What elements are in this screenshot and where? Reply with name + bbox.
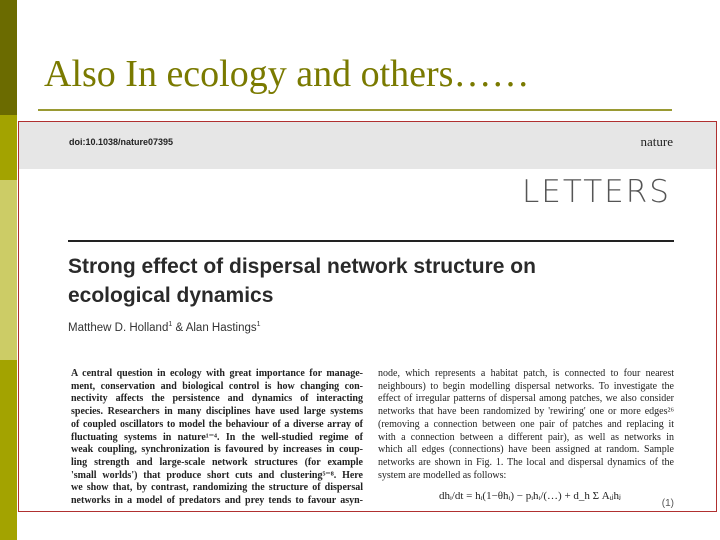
abstract-line: species. Researchers in many disciplines have used large systems [71,406,363,418]
author-1-affiliation: 1 [168,321,173,328]
body-column [378,368,674,482]
abstract-line: fluctuating systems in nature¹⁻⁴. In the well-studied regime of [71,431,363,443]
author-2: Alan Hastings [185,321,257,334]
abstract-line: ment, conservation and biological control is how changing con- [71,380,363,392]
author-separator: & [172,321,186,334]
accent-bar-bottom [0,360,17,540]
abstract-line: weak coupling, synchronization is favoured by increases in coup- [71,444,363,456]
abstract-line: nectivity affects the persistence and dynamics of interacting [71,393,363,405]
slide-title: Also In ecology and others…… [44,53,530,95]
abstract-line: of coupled oscillators to model the behaviour of a diverse array of [71,418,363,430]
accent-bar-2 [0,115,17,180]
section-heading: LETTERS [522,174,671,210]
body-line: which all edges (connections) have been assigned at random. Sample [378,444,674,456]
paper-title [68,252,668,310]
abstract-line: we show that, by contrast, randomizing the structure of dispersal [71,482,363,494]
body-line: neighbours) to begin modelling dispersal networks. To investigate the [378,380,674,392]
body-line: effect of irregular patterns of dispersal among patches, we also consider [378,393,674,405]
accent-bar-3 [0,180,17,360]
paper-divider [68,240,674,242]
title-underline [38,109,672,111]
accent-bar-top [0,0,17,115]
paper-image [18,121,717,512]
abstract-line: networks in a model of predators and prey tends to favour asyn- [71,495,363,507]
paper-title-line-1: Strong effect of dispersal network structure on [68,255,536,278]
abstract-line: ling strength and large-scale network structures (for example [71,456,363,468]
author-2-affiliation: 1 [256,321,261,328]
body-line: with a connection between a different pair), as well as networks in [378,431,674,443]
paper-title-line-2: ecological dynamics [68,284,274,307]
abstract-line: 'small worlds') that produce short cuts and clustering⁵⁻⁸. Here [71,469,363,481]
author-1: Matthew D. Holland [68,321,169,334]
equation: dhᵢ/dt = hᵢ(1−θhᵢ) − pᵢhᵢ/(…) + d_h Σ Aᵢⱼhⱼ [439,490,621,502]
journal-name: nature [640,134,673,149]
paper-doi: doi:10.1038/nature07395 [69,137,174,147]
abstract-line: A central question in ecology with great importance for manage- [71,368,363,379]
body-line: networks are shown in Fig. 1. The local and dispersal dynamics of the [378,456,674,468]
body-line: system are modelled as follows: [378,469,507,481]
body-line: networks that have been randomized by 'rewiring' one or more edges²⁶ [378,406,674,418]
equation-number: (1) [661,498,674,509]
body-line: node, which represents a habitat patch, is connected to four nearest [378,368,674,379]
abstract-column [71,368,363,508]
paper-authors [68,321,261,334]
body-line: (removing a connection between one pair of patches and replacing it [378,418,674,430]
